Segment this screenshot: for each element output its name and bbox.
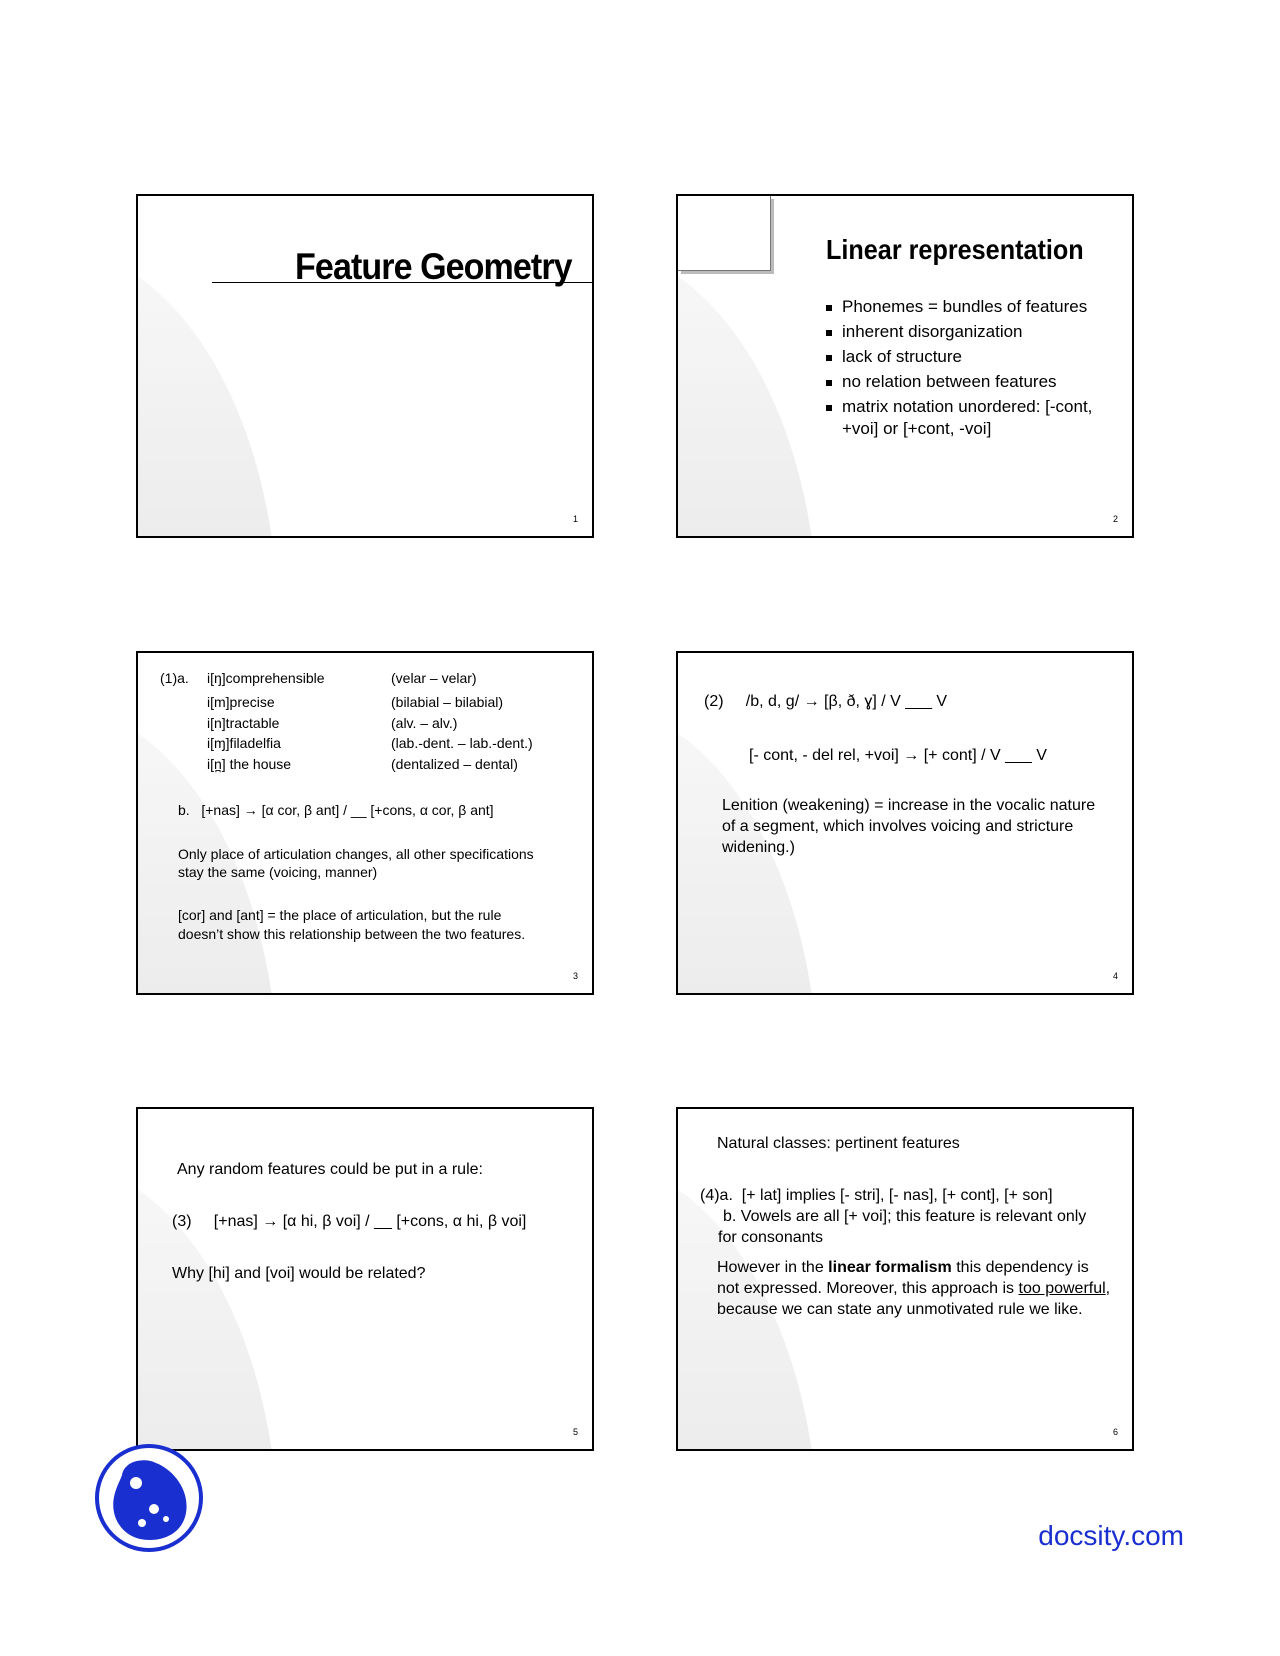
bullet-item: no relation between features: [826, 371, 1116, 393]
slide-1: [136, 194, 594, 538]
paragraph-line: Only place of articulation changes, all other specifications: [178, 846, 534, 862]
bullet-item: inherent disorganization: [826, 321, 1116, 343]
slide-number: 3: [572, 971, 578, 981]
docsity-logo-icon[interactable]: [94, 1443, 204, 1553]
example-word: i[m]precise: [207, 694, 275, 710]
slide-title: Linear representation: [826, 234, 1084, 265]
background-swoosh: [136, 1159, 278, 1451]
paragraph-text: this dependency is not expressed. Moreover, this approach is: [717, 1259, 1089, 1297]
slide-number: 4: [1112, 971, 1118, 981]
rule-3: (3) [+nas] → [α hi, β voi] / __ [+cons, α hi, β voi]: [172, 1213, 527, 1230]
intro-line: Any random features could be put in a rule:: [177, 1161, 483, 1178]
slide-number: 1: [572, 514, 578, 524]
slide-title: Feature Geometry: [295, 246, 572, 287]
rule-2: (2) /b, d, g/ → [β, ð, ɣ] / V ___ V: [704, 693, 948, 710]
background-swoosh: [676, 246, 818, 538]
formalism-paragraph: [717, 1257, 1112, 1320]
slide-heading: Natural classes: pertinent features: [717, 1135, 960, 1152]
paragraph-line: stay the same (voicing, manner): [178, 864, 378, 880]
slide-4: [676, 651, 1134, 995]
question-line: Why [hi] and [voi] would be related?: [172, 1265, 426, 1282]
slide-3: [136, 651, 594, 995]
example-word: i[ŋ]comprehensible: [207, 670, 325, 686]
example-word: i[ɱ]filadelfia: [207, 735, 281, 751]
paragraph-line: [cor] and [ant] = the place of articulation, but the rule: [178, 907, 502, 923]
paragraph-line: doesn’t show this relationship between the two features.: [178, 926, 526, 942]
corner-box: [678, 196, 771, 271]
example-word: i[n]tractable: [207, 715, 280, 731]
slide-2: [676, 194, 1134, 538]
example-gloss: (alv. – alv.): [391, 715, 458, 731]
lenition-paragraph: Lenition (weakening) = increase in the vocalic nature of a segment, which involves voicing and stricture widening.): [722, 797, 1096, 856]
bold-term: linear formalism: [828, 1259, 952, 1276]
example-gloss: (dentalized – dental): [391, 756, 518, 772]
rule-b: b. [+nas] → [α cor, β ant] / __ [+cons, α cor, β ant]: [178, 802, 494, 818]
slide-6: [676, 1107, 1134, 1451]
paragraph-text: , because we can state any unmotivated rule we like.: [717, 1280, 1111, 1318]
bullet-item: matrix notation unordered: [-cont, +voi] or [+cont, -voi]: [826, 396, 1116, 440]
item-4a: (4)a. [+ lat] implies [- stri], [- nas], [+ cont], [+ son]: [700, 1187, 1053, 1204]
example-gloss: (lab.-dent. – lab.-dent.): [391, 735, 533, 751]
bullet-item: lack of structure: [826, 346, 1116, 368]
bullet-list: [826, 296, 1116, 443]
slide-number: 5: [572, 1427, 578, 1437]
slide-5: [136, 1107, 594, 1451]
example-label: (1)a.: [160, 670, 189, 686]
example-word: i[n̪] the house: [207, 756, 292, 772]
slide-number: 6: [1112, 1427, 1118, 1437]
slide-number: 2: [1112, 514, 1118, 524]
paragraph-text: However in the: [717, 1259, 829, 1276]
example-gloss: (velar – velar): [391, 670, 477, 686]
background-swoosh: [136, 246, 278, 538]
rule-2-features: [- cont, - del rel, +voi] → [+ cont] / V ___ V: [749, 747, 1047, 764]
docsity-link[interactable]: docsity.com: [1038, 1520, 1184, 1551]
bullet-item: Phonemes = bundles of features: [826, 296, 1116, 318]
underlined-term: too powerful: [1018, 1280, 1106, 1297]
item-4b: b. Vowels are all [+ voi]; this feature is relevant only for consonants: [718, 1208, 1087, 1246]
example-gloss: (bilabial – bilabial): [391, 694, 504, 710]
